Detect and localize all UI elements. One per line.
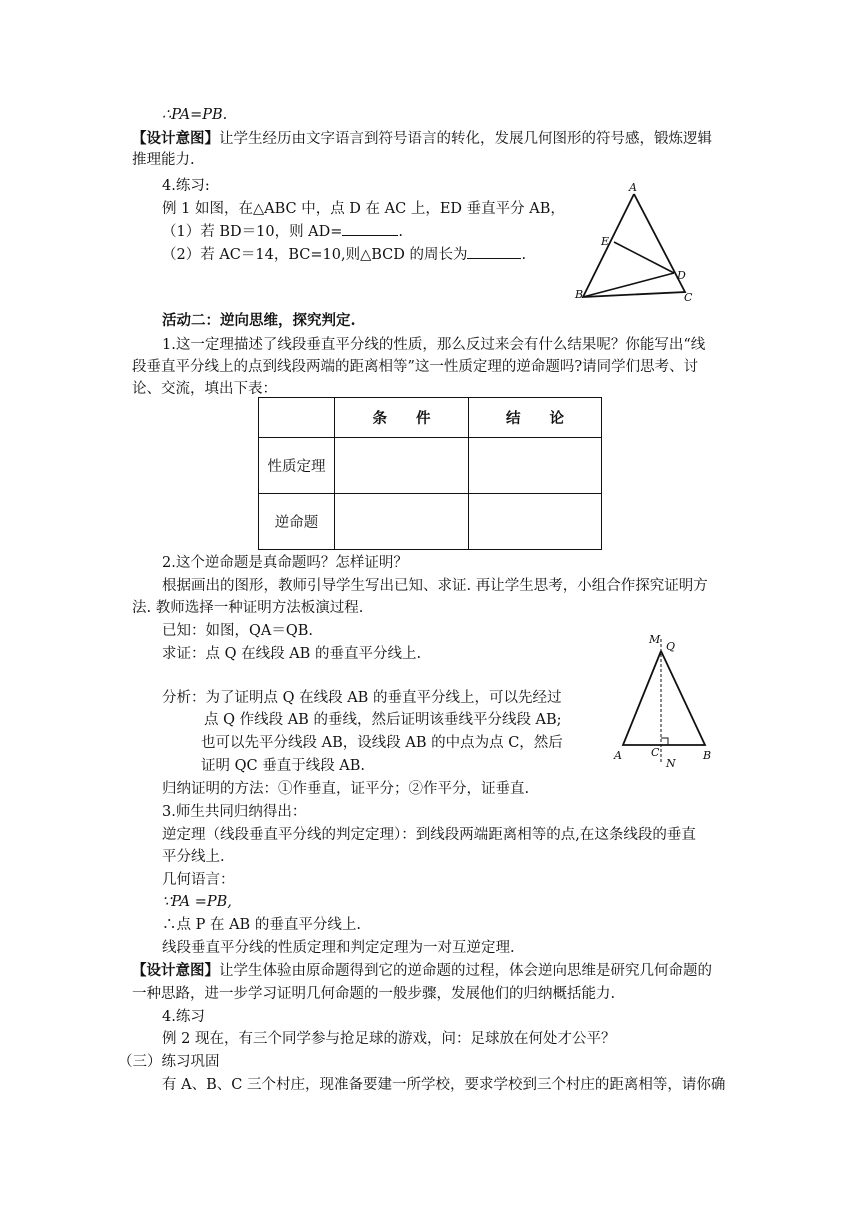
text-line: 根据画出的图形，教师引导学生写出已知、求证. 再让学生思考，小组合作探究证明方 xyxy=(162,578,708,594)
text-line: 线段垂直平分线的性质定理和判定定理为一对互逆定理. xyxy=(162,940,515,956)
label-M: M xyxy=(649,633,661,646)
example-1-question-2 xyxy=(162,244,526,265)
table-row xyxy=(259,438,602,494)
answer-blank xyxy=(342,221,398,236)
text-line: 段垂直平分线上的点到线段两端的距离相等”这一性质定理的逆命题吗?请同学们思考、讨 xyxy=(132,359,699,375)
label-E: E xyxy=(601,235,610,248)
design-intent-text: 让学生体验由原命题得到它的逆命题的过程，体会逆向思维是研究几何命题的 xyxy=(219,963,712,979)
activity-2-heading: 活动二：逆向思维，探究判定. xyxy=(162,312,356,329)
question-text: （2）若 AC＝14，BC=10,则△BCD 的周长为 xyxy=(162,247,468,263)
prove-line: 求证：点 Q 在线段 AB 的垂直平分线上. xyxy=(162,646,422,662)
theorem-table xyxy=(258,397,602,550)
table-cell xyxy=(469,438,602,494)
text-line: 4.练习: xyxy=(162,178,210,194)
text-line: 几何语言： xyxy=(162,872,235,888)
text-line: 有 A、B、C 三个村庄，现准备要建一所学校，要求学校到三个村庄的距离相等，请你确 xyxy=(162,1077,726,1093)
example-1-question-1 xyxy=(162,221,403,242)
table-cell xyxy=(469,494,602,550)
text-line: 一种思路，进一步学习证明几何命题的一般步骤，发展他们的归纳概括能力. xyxy=(132,986,616,1002)
table-header-cell: 条 件 xyxy=(335,398,469,438)
table-row xyxy=(259,494,602,550)
analysis-line: 分析：为了证明点 Q 在线段 AB 的垂直平分线上，可以先经过 xyxy=(162,690,562,706)
triangle-figure-1 xyxy=(570,180,700,305)
text-line: 平分线上. xyxy=(162,849,225,865)
table-cell xyxy=(335,438,469,494)
text-line: 1.这一定理描述了线段垂直平分线的性质，那么反过来会有什么结果呢？你能写出“线 xyxy=(162,337,706,353)
design-intent-tag: 【设计意图】 xyxy=(132,962,219,979)
text-line: 3.师生共同归纳得出： xyxy=(162,804,307,820)
text-line: ∴点 P 在 AB 的垂直平分线上. xyxy=(162,917,361,933)
example-2-line: 例 2 现在，有三个同学参与抢足球的游戏，问：足球放在何处才公平？ xyxy=(162,1031,616,1047)
text-line: ∴PA=PB. xyxy=(162,107,228,123)
triangle-figure-2 xyxy=(605,625,730,770)
label-C: C xyxy=(684,291,693,304)
design-intent-tag: 【设计意图】 xyxy=(132,130,219,147)
text-line: 推理能力. xyxy=(132,152,195,168)
label-N: N xyxy=(666,757,676,770)
punctuation: . xyxy=(398,224,404,240)
punctuation: . xyxy=(521,247,527,263)
label-C: C xyxy=(651,746,660,759)
table-row-label: 性质定理 xyxy=(259,438,335,494)
label-B: B xyxy=(703,749,712,762)
analysis-line: 也可以先平分线段 AB，设线段 AB 的中点为点 C，然后 xyxy=(201,735,563,751)
design-intent-text: 让学生经历由文字语言到符号语言的转化，发展几何图形的符号感，锻炼逻辑 xyxy=(219,131,712,147)
label-A: A xyxy=(614,749,622,762)
analysis-line: 证明 QC 垂直于线段 AB. xyxy=(201,758,366,774)
question-text: （1）若 BD＝10，则 AD= xyxy=(162,224,343,240)
label-B: B xyxy=(575,288,584,301)
example-1-line: 例 1 如图，在△ABC 中，点 D 在 AC 上，ED 垂直平分 AB， xyxy=(162,201,565,217)
text-line: ∵PA =PB, xyxy=(162,894,232,910)
text-line: 4.练习 xyxy=(162,1009,205,1025)
section-heading: （三）练习巩固 xyxy=(118,1054,220,1070)
table-header-cell xyxy=(259,398,335,438)
text-line: 2.这个逆命题是真命题吗？怎样证明？ xyxy=(162,555,408,571)
text-line: 逆定理（线段垂直平分线的判定定理）：到线段两端距离相等的点,在这条线段的垂直 xyxy=(162,827,696,843)
text-line: 法. 教师选择一种证明方法板演过程. xyxy=(132,600,364,616)
table-row-label: 逆命题 xyxy=(259,494,335,550)
analysis-line: 点 Q 作线段 AB 的垂线，然后证明该垂线平分线段 AB; xyxy=(204,712,562,728)
answer-blank xyxy=(467,244,521,259)
text-line: 归纳证明的方法：①作垂直，证平分；②作平分，证垂直. xyxy=(162,781,530,797)
text-line: 论、交流，填出下表： xyxy=(132,381,277,397)
label-Q: Q xyxy=(666,640,676,653)
table-cell xyxy=(335,494,469,550)
label-A: A xyxy=(629,181,637,194)
table-header-cell: 结 论 xyxy=(469,398,602,438)
design-intent-line xyxy=(132,129,712,149)
label-D: D xyxy=(677,269,686,282)
given-line: 已知：如图，QA＝QB. xyxy=(162,623,314,639)
table-header-row xyxy=(259,398,602,438)
design-intent-line xyxy=(132,961,712,981)
